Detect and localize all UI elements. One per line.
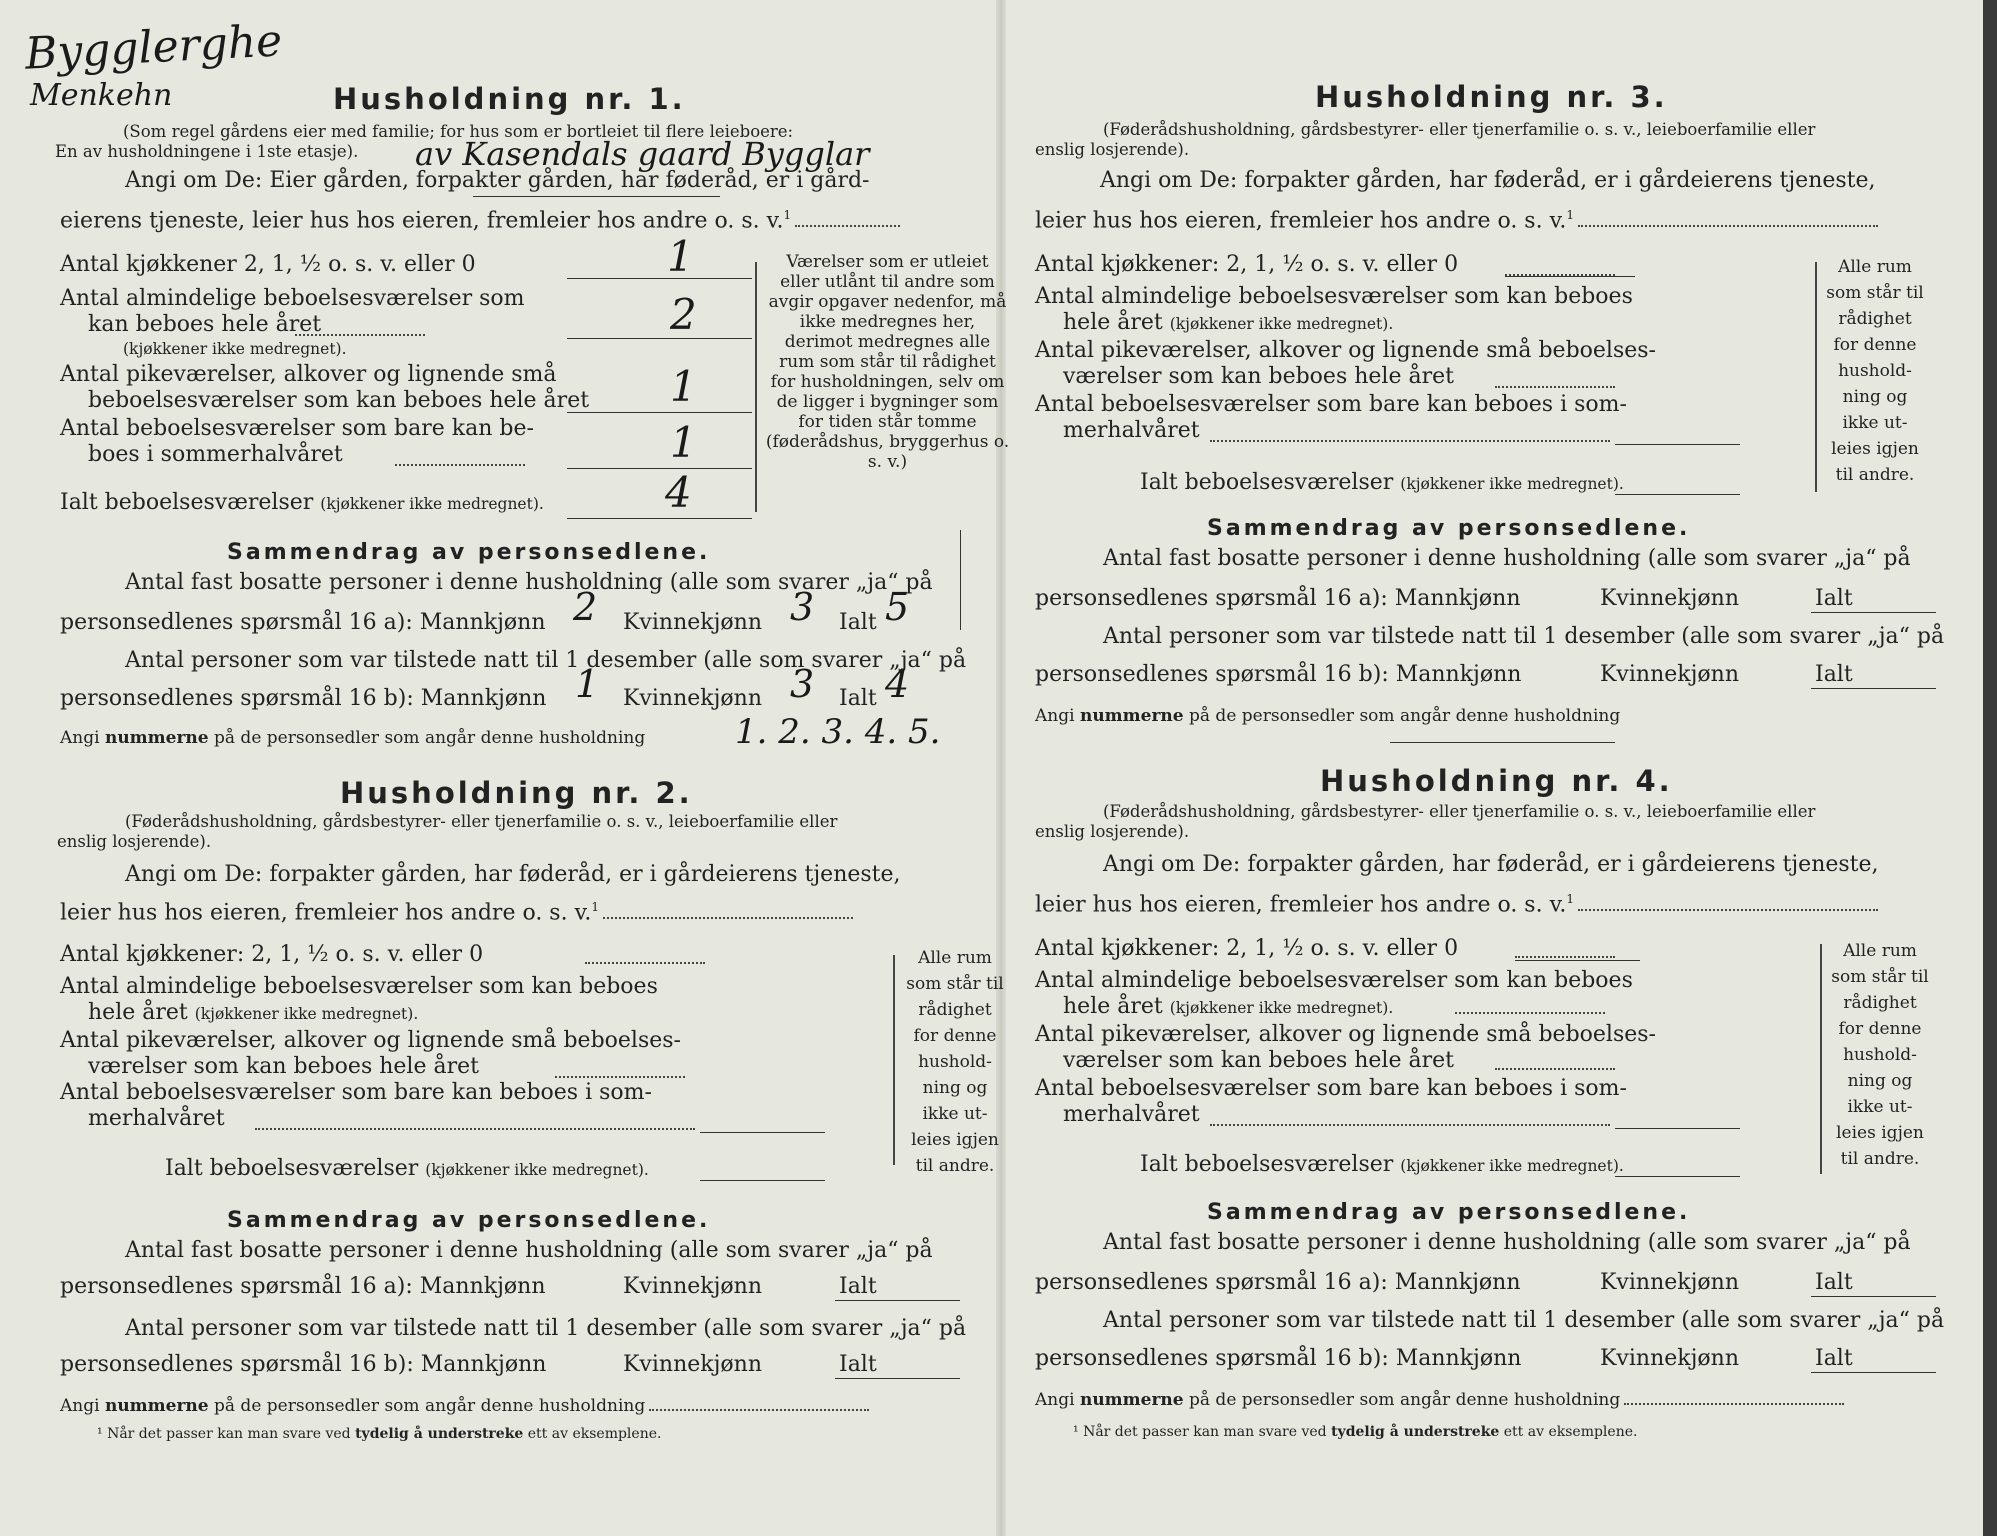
- h3-16a-total-label: Ialt: [1815, 586, 1853, 611]
- h3-kitchens-label: Antal kjøkkener: 2, 1, ½ o. s. v. eller 0: [1035, 252, 1459, 277]
- h1-kitchens-line: [567, 278, 752, 279]
- h2-angi-line2: leier hus hos eieren, fremleier hos andre o. s. v.$^1$: [60, 900, 853, 925]
- household-4-title: Husholdning nr. 4.: [1320, 764, 1673, 798]
- h2-16b-female-label: Kvinnekjønn: [623, 1352, 762, 1377]
- h2-rooms-label-2: hele året (kjøkkener ikke medregnet).: [88, 1000, 419, 1025]
- right-page: [1035, 0, 1945, 1536]
- h1-16b-line1: Antal personer som var tilstede natt til 1 desember (alle som svarer „ja“ på: [125, 648, 967, 673]
- h2-kitchens-label: Antal kjøkkener: 2, 1, ½ o. s. v. eller 0: [60, 942, 484, 967]
- h4-side-note: Alle rum som står til rådighet for denne hushold-ning og ikke ut-leies igjen til andre.: [1831, 941, 1929, 1169]
- h4-rooms-label-1: Antal almindelige beboelsesværelser som kan beboes: [1035, 968, 1633, 993]
- h4-angi-line1: Angi om De: forpakter gården, har føderåd, er i gårdeierens tjeneste,: [1103, 852, 1879, 877]
- h2-rooms-label-1: Antal almindelige beboelsesværelser som kan beboes: [60, 974, 658, 999]
- h1-summer-line: [567, 468, 752, 469]
- h2-total-label: Ialt beboelsesværelser (kjøkkener ikke medregnet).: [165, 1156, 649, 1181]
- h4-brace: [1820, 944, 1822, 1174]
- h1-kitchens-label: Antal kjøkkener 2, 1, ½ o. s. v. eller 0: [60, 252, 476, 277]
- household-1-angi-line1: Angi om De: Eier gården, forpakter gården, har føderåd, er i gård-: [125, 168, 870, 193]
- page-fold: [996, 0, 1006, 1536]
- h4-total-label: Ialt beboelsesværelser (kjøkkener ikke medregnet).: [1140, 1152, 1624, 1177]
- h2-16b-line1: Antal personer som var tilstede natt til 1 desember (alle som svarer „ja“ på: [125, 1316, 967, 1341]
- h1-margin-line: [960, 530, 961, 630]
- h1-pike-value: 1: [670, 362, 697, 411]
- h1-rooms-line: [567, 338, 752, 339]
- h2-16a-line2: personsedlenes spørsmål 16 a): Mannkjønn: [60, 1274, 546, 1299]
- h3-brace: [1815, 262, 1817, 492]
- household-2-intro: (Føderådshusholdning, gårdsbestyrer- eller tjenerfamilie o. s. v., leieboerfamilie eller enslig losjerende).: [57, 812, 838, 851]
- h1-16b-total: 4: [885, 662, 910, 706]
- h1-side-note: Værelser som er utleiet eller utlånt til andre som avgir opgaver nedenfor, må ikke medregnes her, derimot medregnes alle rum som står til rådighet for husholdningen, selv om de ligger i bygninger som for tiden står tomme (føderådshus, bryggerhus o. s. v.): [765, 252, 1010, 472]
- h1-summer-label-2: boes i sommerhalvåret: [88, 442, 343, 467]
- h1-pike-line: [567, 412, 752, 413]
- household-4-intro: (Føderådshusholdning, gårdsbestyrer- eller tjenerfamilie o. s. v., leieboerfamilie eller enslig losjerende).: [1035, 802, 1816, 841]
- h3-total-line: [1615, 494, 1740, 495]
- h2-numbers-label: Angi nummerne på de personsedler som angår denne husholdning: [60, 1396, 869, 1416]
- h4-16b-total-label: Ialt: [1815, 1346, 1853, 1371]
- h2-summer-label-2: merhalvåret: [88, 1106, 225, 1131]
- h4-summer-label-1: Antal beboelsesværelser som bare kan beboes i som-: [1035, 1076, 1627, 1101]
- household-1-intro: (Som regel gårdens eier med familie; for hus som er bortleiet til flere leieboere: En av husholdningene i 1ste etasje).: [55, 122, 794, 161]
- h4-kitchens-label: Antal kjøkkener: 2, 1, ½ o. s. v. eller 0: [1035, 936, 1459, 961]
- h1-summer-label-1: Antal beboelsesværelser som bare kan be-: [60, 416, 534, 441]
- h4-16a-female-label: Kvinnekjønn: [1600, 1270, 1739, 1295]
- h1-16b-female: 3: [790, 662, 815, 706]
- footnote-right: ¹ Når det passer kan man svare ved tydelig å understreke ett av eksemplene.: [1073, 1424, 1638, 1440]
- h1-rooms-label-1: Antal almindelige beboelsesværelser som: [60, 286, 525, 311]
- h4-summer-dots: [1210, 1124, 1610, 1126]
- h1-numbers-label: Angi nummerne på de personsedler som angår denne husholdning: [60, 728, 646, 748]
- h1-total-value: 4: [665, 468, 692, 517]
- h1-total-label: Ialt beboelsesværelser (kjøkkener ikke medregnet).: [60, 490, 544, 515]
- h3-summer-dots: [1210, 440, 1610, 442]
- h1-16a-total: 5: [885, 585, 910, 629]
- h1-16a-line1: Antal fast bosatte personer i denne husholdning (alle som svarer „ja“ på: [125, 570, 933, 595]
- h4-16a-line2: personsedlenes spørsmål 16 a): Mannkjønn: [1035, 1270, 1521, 1295]
- household-2-title: Husholdning nr. 2.: [340, 776, 693, 810]
- h1-rooms-value: 2: [670, 290, 697, 339]
- h2-brace: [893, 955, 895, 1165]
- h3-rooms-label-2: hele året (kjøkkener ikke medregnet).: [1063, 310, 1394, 335]
- h3-16b-total-label: Ialt: [1815, 662, 1853, 687]
- h2-summer-dots: [255, 1128, 695, 1130]
- h2-summer-line: [700, 1132, 825, 1133]
- h1-16a-line2: personsedlenes spørsmål 16 a): Mannkjønn: [60, 610, 546, 635]
- household-3-title: Husholdning nr. 3.: [1315, 80, 1668, 114]
- h4-16b-line: [1811, 1372, 1936, 1373]
- h1-summer-dots: [395, 464, 525, 466]
- h3-summer-line: [1615, 444, 1740, 445]
- h3-side-note: Alle rum som står til rådighet for denne hushold-ning og ikke ut-leies igjen til andre.: [1826, 257, 1924, 485]
- h1-total-line: [567, 518, 752, 519]
- h2-16a-line: [835, 1300, 960, 1301]
- h3-16b-female-label: Kvinnekjønn: [1600, 662, 1739, 687]
- h3-pike-label-2: værelser som kan beboes hele året: [1063, 364, 1454, 389]
- h3-summer-label-1: Antal beboelsesværelser som bare kan beboes i som-: [1035, 392, 1627, 417]
- h2-summary-title: Sammendrag av personsedlene.: [227, 1208, 711, 1233]
- household-1-title: Husholdning nr. 1.: [333, 82, 686, 116]
- scan-edge: [1983, 0, 1997, 1536]
- h2-pike-dots: [555, 1076, 685, 1078]
- h3-16b-line1: Antal personer som var tilstede natt til 1 desember (alle som svarer „ja“ på: [1103, 624, 1945, 649]
- h2-pike-label-2: værelser som kan beboes hele året: [88, 1054, 479, 1079]
- h1-16a-female: 3: [790, 585, 815, 629]
- h3-16b-line: [1811, 688, 1936, 689]
- h3-total-label: Ialt beboelsesværelser (kjøkkener ikke medregnet).: [1140, 470, 1624, 495]
- h2-16b-total-label: Ialt: [839, 1352, 877, 1377]
- h1-16a-total-label: Ialt: [839, 610, 877, 635]
- h2-16a-total-label: Ialt: [839, 1274, 877, 1299]
- h3-summer-label-2: merhalvåret: [1063, 418, 1200, 443]
- h4-rooms-dots: [1455, 1012, 1605, 1014]
- h4-rooms-label-2: hele året (kjøkkener ikke medregnet).: [1063, 994, 1394, 1019]
- h2-16b-line: [835, 1378, 960, 1379]
- h4-numbers-label: Angi nummerne på de personsedler som angår denne husholdning: [1035, 1390, 1844, 1410]
- h4-16b-line1: Antal personer som var tilstede natt til 1 desember (alle som svarer „ja“ på: [1103, 1308, 1945, 1333]
- h1-16b-male: 1: [575, 662, 600, 706]
- h4-pike-dots: [1495, 1068, 1615, 1070]
- h4-16b-line2: personsedlenes spørsmål 16 b): Mannkjønn: [1035, 1346, 1522, 1371]
- h3-pike-label-1: Antal pikeværelser, alkover og lignende små beboelses-: [1035, 338, 1656, 363]
- h3-16a-line: [1811, 612, 1936, 613]
- h2-total-line: [700, 1180, 825, 1181]
- h2-side-note: Alle rum som står til rådighet for denne hushold-ning og ikke ut-leies igjen til andre.: [906, 948, 1004, 1176]
- h2-16a-female-label: Kvinnekjønn: [623, 1274, 762, 1299]
- h2-angi-line1: Angi om De: forpakter gården, har føderåd, er i gårdeierens tjeneste,: [125, 862, 901, 887]
- h3-16b-line2: personsedlenes spørsmål 16 b): Mannkjønn: [1035, 662, 1522, 687]
- h3-angi-line1: Angi om De: forpakter gården, har føderåd, er i gårdeierens tjeneste,: [1100, 168, 1876, 193]
- h2-summer-label-1: Antal beboelsesværelser som bare kan beboes i som-: [60, 1080, 652, 1105]
- h3-angi-line2: leier hus hos eieren, fremleier hos andre o. s. v.$^1$: [1035, 208, 1878, 233]
- h4-pike-label-2: værelser som kan beboes hele året: [1063, 1048, 1454, 1073]
- h1-16a-male: 2: [573, 585, 598, 629]
- h1-summary-title: Sammendrag av personsedlene.: [227, 540, 711, 565]
- h1-rooms-dots: [295, 334, 425, 336]
- handwritten-place-name-2: Menkehn: [30, 78, 173, 113]
- handwritten-place-name: Bygglerghe: [23, 15, 284, 80]
- h1-16b-female-label: Kvinnekjønn: [623, 686, 762, 711]
- h4-total-line: [1615, 1176, 1740, 1177]
- household-1-angi-line2: eierens tjeneste, leier hus hos eieren, fremleier hos andre o. s. v.$^1$: [60, 208, 900, 233]
- h4-16b-female-label: Kvinnekjønn: [1600, 1346, 1739, 1371]
- handwritten-owner-note: av Kasendals gaard Bygglar: [415, 135, 870, 173]
- h3-16a-line1: Antal fast bosatte personer i denne husholdning (alle som svarer „ja“ på: [1103, 546, 1911, 571]
- left-page: [23, 0, 1010, 1536]
- h3-rooms-label-1: Antal almindelige beboelsesværelser som kan beboes: [1035, 284, 1633, 309]
- h1-pike-label-1: Antal pikeværelser, alkover og lignende små: [60, 362, 557, 387]
- h1-summer-value: 1: [670, 418, 697, 467]
- h4-summer-label-2: merhalvåret: [1063, 1102, 1200, 1127]
- h4-summer-line: [1615, 1128, 1740, 1129]
- h1-kitchens-value: 1: [667, 232, 694, 281]
- h1-pike-label-2: beboelsesværelser som kan beboes hele året: [88, 388, 590, 413]
- h3-kitchens-line: [1505, 276, 1635, 277]
- h1-rooms-note: (kjøkkener ikke medregnet).: [123, 340, 347, 358]
- underline-forpakter: [473, 196, 720, 197]
- h2-kitchens-dots: [585, 962, 705, 964]
- h1-16b-total-label: Ialt: [839, 686, 877, 711]
- h1-rooms-label-2: kan beboes hele året: [88, 312, 322, 337]
- h3-summary-title: Sammendrag av personsedlene.: [1207, 516, 1691, 541]
- h3-pike-dots: [1495, 386, 1615, 388]
- h2-16a-line1: Antal fast bosatte personer i denne husholdning (alle som svarer „ja“ på: [125, 1238, 933, 1263]
- h4-summary-title: Sammendrag av personsedlene.: [1207, 1200, 1691, 1225]
- h4-16a-total-label: Ialt: [1815, 1270, 1853, 1295]
- h2-16b-line2: personsedlenes spørsmål 16 b): Mannkjønn: [60, 1352, 547, 1377]
- h1-brace: [755, 262, 757, 512]
- h4-pike-label-1: Antal pikeværelser, alkover og lignende små beboelses-: [1035, 1022, 1656, 1047]
- h2-pike-label-1: Antal pikeværelser, alkover og lignende små beboelses-: [60, 1028, 681, 1053]
- h3-16a-female-label: Kvinnekjønn: [1600, 586, 1739, 611]
- h4-16a-line1: Antal fast bosatte personer i denne husholdning (alle som svarer „ja“ på: [1103, 1230, 1911, 1255]
- footnote-left: ¹ Når det passer kan man svare ved tydelig å understreke ett av eksemplene.: [97, 1426, 662, 1442]
- h4-angi-line2: leier hus hos eieren, fremleier hos andre o. s. v.$^1$: [1035, 892, 1878, 917]
- h1-16b-line2: personsedlenes spørsmål 16 b): Mannkjønn: [60, 686, 547, 711]
- h4-16a-line: [1811, 1296, 1936, 1297]
- household-3-intro: (Føderådshusholdning, gårdsbestyrer- eller tjenerfamilie o. s. v., leieboerfamilie eller enslig losjerende).: [1035, 120, 1816, 159]
- h4-kitchens-line: [1515, 960, 1640, 961]
- h1-numbers-value: 1. 2. 3. 4. 5.: [735, 712, 941, 752]
- h1-16a-female-label: Kvinnekjønn: [623, 610, 762, 635]
- h3-separator: [1390, 742, 1615, 743]
- h3-16a-line2: personsedlenes spørsmål 16 a): Mannkjønn: [1035, 586, 1521, 611]
- h3-numbers-label: Angi nummerne på de personsedler som angår denne husholdning: [1035, 706, 1621, 726]
- h4-kitchens-dots: [1515, 956, 1615, 958]
